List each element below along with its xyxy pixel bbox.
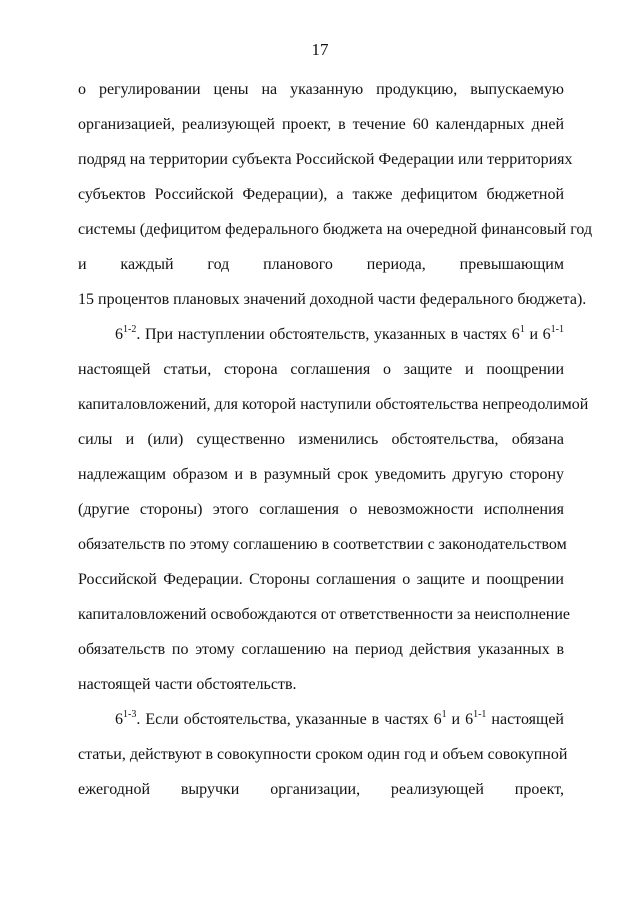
text-line: Российской Федерации. Стороны соглашения о защите и поощрении <box>78 571 564 588</box>
text-line: настоящей части обстоятельств. <box>78 676 297 693</box>
text-line: обязательств по этому соглашению в соответствии с законодательством <box>78 536 567 553</box>
text-line: надлежащим образом и в разумный срок уведомить другую сторону <box>78 466 564 483</box>
text-line: силы и (или) существенно изменились обстоятельства, обязана <box>78 431 564 448</box>
text-line: организацией, реализующей проект, в течение 60 календарных дней <box>78 116 564 133</box>
text-line: (другие стороны) этого соглашения о невозможности исполнения <box>78 501 564 518</box>
text-line: 6$^{1-3}$. Если обстоятельства, указанные в частях $6^1$ и 6$^{1-1}$ настоящей <box>115 709 564 728</box>
text-line: ежегодной выручки организации, реализующей проект, <box>78 781 564 798</box>
clause-number: 6$^{1-2}$ <box>115 324 137 343</box>
text-line: подряд на территории субъекта Российской Федерации или территориях <box>78 151 573 168</box>
text-line: капиталовложений, для которой наступили обстоятельства непреодолимой <box>78 396 589 413</box>
page-number: 17 <box>311 40 329 59</box>
text-line: о регулировании цены на указанную продукцию, выпускаемую <box>78 81 564 98</box>
clause-number: 6$^{1-3}$ <box>115 709 137 728</box>
text-line: 15 процентов плановых значений доходной части федерального бюджета). <box>78 291 587 308</box>
text-line: системы (дефицитом федерального бюджета на очередной финансовый год <box>78 221 593 238</box>
text-line: капиталовложений освобождаются от ответственности за неисполнение <box>78 606 571 623</box>
text-line: настоящей статьи, сторона соглашения о защите и поощрении <box>78 361 564 378</box>
text-line: 6$^{1-2}$. При наступлении обстоятельств, указанных в частях $6^1$ и 6$^{1-1}$ <box>115 324 564 343</box>
text-line: обязательств по этому соглашению на период действия указанных в <box>78 641 564 658</box>
text-line: субъектов Российской Федерации), а также дефицитом бюджетной <box>78 186 564 203</box>
text-line: и каждый год планового периода, превышающим <box>78 256 564 273</box>
text-line: статьи, действуют в совокупности сроком один год и объем совокупной <box>78 746 568 763</box>
